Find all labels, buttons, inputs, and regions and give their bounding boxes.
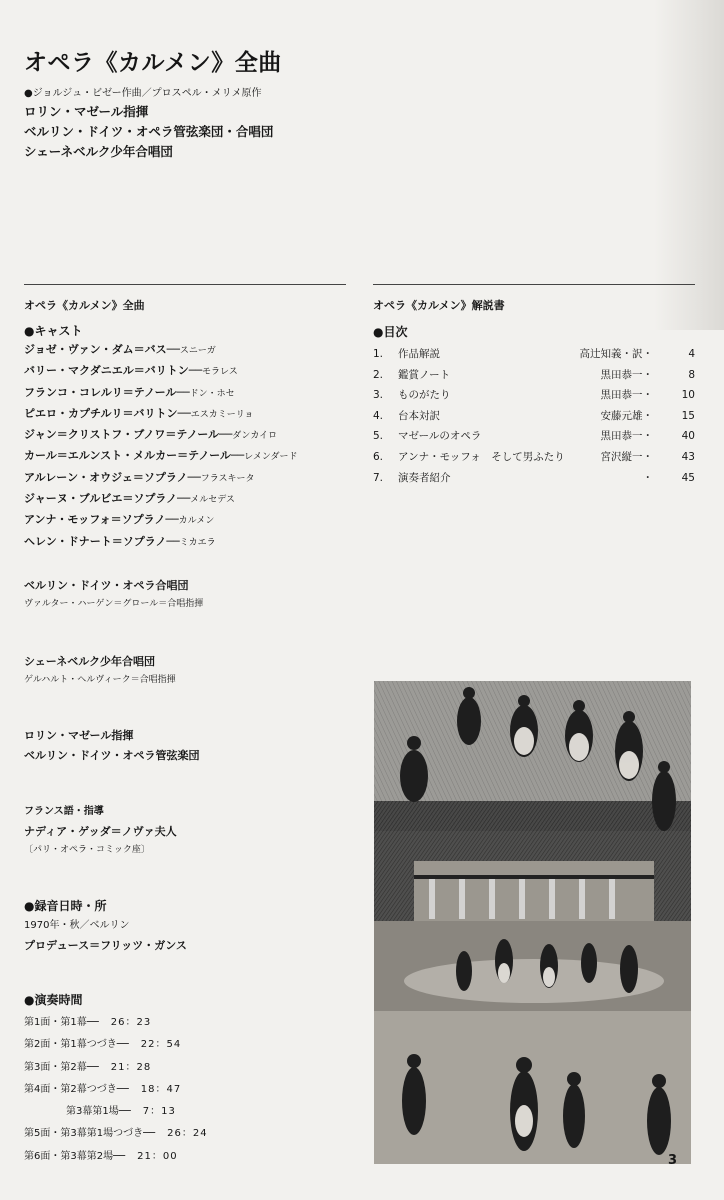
left-column-heading: オペラ《カルメン》全曲 [24,299,145,312]
chorus-director: ヴァルター・ハーゲン＝グロール＝合唱指揮 [24,599,204,609]
toc-author: 黒田恭一・ [600,368,653,381]
toc-row [373,365,695,386]
timing-desc: 第1面・第1幕── [24,1017,99,1028]
toc-row [373,344,695,365]
boys-choir-name: シェーネベルク少年合唱団 [24,655,156,668]
cast-role: モラレス [202,367,238,378]
cast-row [24,510,354,531]
page-title: オペラ《カルメン》全曲 [24,50,282,76]
toc-row [373,426,695,447]
cast-row [24,468,354,489]
cast-singer: ジョゼ・ヴァン・ダム＝バス── [24,343,180,356]
timing-desc: 第6面・第3幕第2場── [24,1150,126,1162]
cast-singer: バリー・マクダニエル＝バリトン── [24,364,203,378]
cast-singer: ジャーヌ・ブルビエ＝ソプラノ── [24,492,191,506]
timing-desc: 第3面・第2幕── [24,1061,99,1073]
timing-value: 26：24 [167,1128,208,1140]
toc-row [373,447,695,468]
cast-row [24,425,354,446]
cast-singer: アンナ・モッフォ＝ソプラノ── [24,513,179,527]
cast-role: メルセデス [190,495,235,506]
toc-number: 1. [373,348,384,360]
cast-role: スニーガ [179,346,216,356]
conductor-credit [24,726,199,766]
toc-author: 高辻知義・訳・ [579,348,653,360]
toc-number: 7. [373,471,384,484]
conductor-line: ロリン・マゼール指揮 [24,729,134,742]
cast-singer: カール＝エルンスト・メルカー＝テノール── [24,449,245,463]
toc-heading: ●目次 [373,325,408,339]
composer-credit: ●ジョルジュ・ビゼー作曲／プロスペル・メリメ原作 [24,88,262,99]
cast-row [24,404,354,425]
cast-singer: アルレーン・オウジェ＝ソプラノ── [24,470,201,484]
french-coach-name: ナディア・ゲッダ＝ノヴァ夫人 [24,825,177,838]
toc-page: 45 [681,471,695,484]
recording-heading: ●録音日時・所 [24,899,107,913]
timing-value: 7：13 [142,1106,176,1118]
french-coach-credit [24,802,177,858]
toc-title: 作品解説 [398,348,440,360]
producer-line: プロデュース＝フリッツ・ガンス [24,939,187,952]
cast-row [24,446,354,467]
recording-date-place: 1970年・秋／ベルリン [24,920,130,931]
toc-number: 5. [373,430,384,443]
toc-title: アンナ・モッフォ そして男ふたり [398,450,565,463]
timing-value: 21：28 [110,1061,152,1073]
toc-title: 台本対訳 [398,409,440,422]
toc-author: 黒田恭一・ [600,389,653,402]
right-divider [373,284,695,285]
toc-row [373,406,695,427]
cast-heading: ●キャスト [24,324,83,338]
cast-role: カルメン [178,516,215,527]
timing-row [24,1146,208,1168]
cast-role: フラスキータ [200,473,255,484]
toc-number: 4. [373,409,384,422]
orchestra-line: ベルリン・ドイツ・オペラ管弦楽団 [24,749,200,762]
toc-page: 15 [681,409,695,422]
toc-author: 黒田恭一・ [600,430,653,443]
cast-row [24,489,354,510]
timing-value: 22：54 [140,1039,182,1051]
chorus-name: ベルリン・ドイツ・オペラ合唱団 [24,579,189,592]
toc-row [373,385,695,406]
page-number: 3 [668,1153,678,1168]
right-column-heading: オペラ《カルメン》解説書 [373,299,505,312]
french-coach-label: フランス語・指導 [24,806,104,817]
cast-list [24,322,354,553]
timings-list [24,990,208,1168]
timings-heading: ●演奏時間 [24,993,83,1007]
timing-row [24,1012,208,1034]
cast-role: エスカミーリョ [190,409,254,420]
timing-row [24,1057,208,1079]
cast-role: ダンカイロ [232,431,278,442]
toc-number: 6. [373,450,384,463]
toc-number: 3. [373,389,384,402]
boys-choir-credit [24,652,176,688]
timing-row [24,1101,208,1123]
toc-page: 43 [681,450,695,463]
cast-singer: ヘレン・ドナート＝ソプラノ── [24,534,180,548]
cast-role: ドン・ホセ [189,388,235,399]
timing-value: 26：23 [110,1017,152,1028]
toc-number: 2. [373,368,384,381]
timing-row [24,1034,208,1056]
cast-role: レメンダード [244,452,298,463]
boys-choir-director: ゲルハルト・ヘルヴィーク＝合唱指揮 [24,675,176,685]
toc-title: 演奏者紹介 [398,471,451,484]
toc-row [373,468,695,489]
recording-info [24,896,187,956]
toc-page: 10 [681,389,695,402]
cast-row [24,383,354,404]
credit-line: シェーネベルク少年合唱団 [24,144,173,159]
toc-title: 鑑賞ノート [398,368,451,381]
toc-page: 40 [681,430,695,443]
timing-row [24,1079,208,1101]
toc-title: マゼールのオペラ [398,430,482,443]
timing-desc: 第5面・第3幕第1場つづき── [24,1128,156,1140]
opera-scene-engraving [374,681,691,1164]
timing-desc: 第3幕第1場── [66,1106,131,1118]
toc-author: 宮沢縦一・ [600,450,653,463]
timing-desc: 第2面・第1幕つづき── [24,1039,129,1051]
credits-block [24,86,273,162]
credit-line: ロリン・マゼール指揮 [24,104,149,119]
toc-page: 4 [688,348,695,360]
french-coach-affiliation: 〔パリ・オペラ・コミック座〕 [24,845,150,855]
cast-singer: フランコ・コレルリ＝テノール── [24,385,190,399]
cast-row [24,532,354,553]
timing-desc: 第4面・第2幕つづき── [24,1083,129,1095]
cast-singer: ピエロ・カプチルリ＝バリトン── [24,406,191,420]
timing-row [24,1123,208,1145]
page-edge-shadow [654,0,724,330]
chorus-credit [24,576,203,612]
timing-value: 18：47 [140,1083,182,1095]
cast-singer: ジャン＝クリストフ・ブノワ＝テノール── [24,428,233,442]
toc-page: 8 [688,368,695,381]
table-of-contents [373,322,695,488]
cast-row [24,361,354,382]
toc-title: ものがたり [398,389,451,402]
cast-role: ミカエラ [179,537,216,548]
cast-row [24,340,354,361]
credit-line: ベルリン・ドイツ・オペラ管弦楽団・合唱団 [24,124,274,139]
toc-author: ・ [642,471,653,484]
toc-author: 安藤元雄・ [600,409,653,422]
left-divider [24,284,346,285]
timing-value: 21：00 [137,1150,178,1162]
